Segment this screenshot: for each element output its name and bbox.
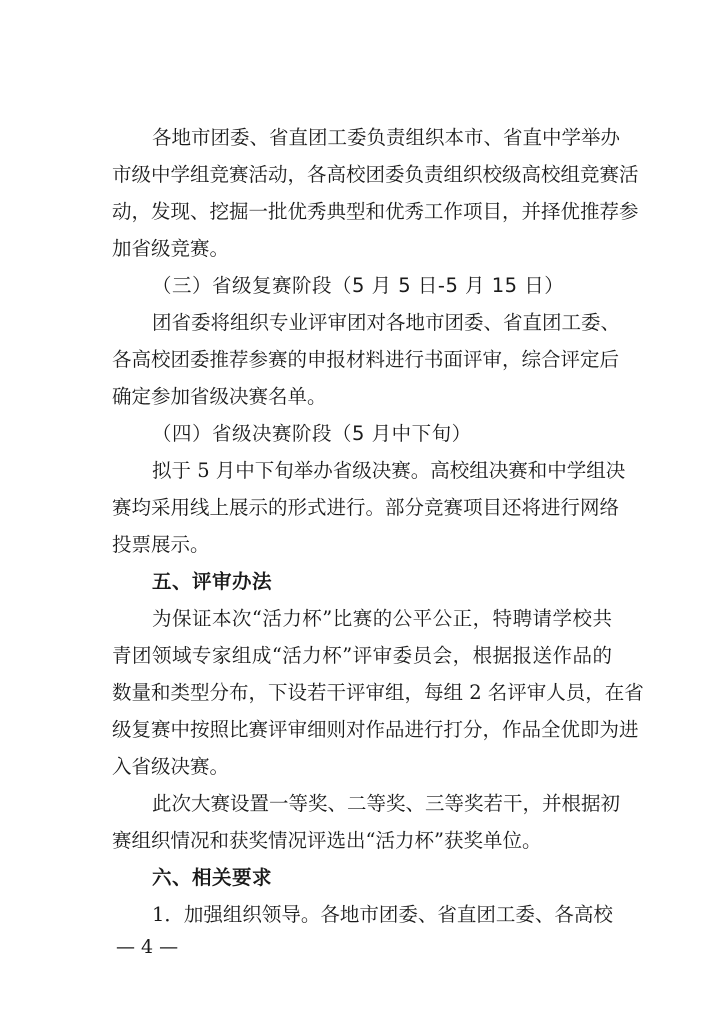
paragraph-line: 青团领域专家组成“活力杯”评审委员会，根据报送作品的 bbox=[112, 644, 612, 667]
paragraph-line: 此次大赛设置一等奖、二等奖、三等奖若干，并根据初 bbox=[152, 792, 621, 815]
paragraph-line: 团省委将组织专业评审团对各地市团委、省直团工委、 bbox=[152, 311, 621, 334]
paragraph-line: 市级中学组竞赛活动，各高校团委负责组织校级高校组竞赛活 bbox=[112, 163, 639, 186]
paragraph-line: 动，发现、挖掘一批优秀典型和优秀工作项目，并择优推荐参 bbox=[112, 200, 639, 223]
paragraph-line: 数量和类型分布，下设若干评审组，每组 2 名评审人员，在省 bbox=[112, 681, 644, 704]
section-heading: 六、相关要求 bbox=[152, 866, 273, 889]
paragraph-line: 为保证本次“活力杯”比赛的公平公正，特聘请学校共 bbox=[152, 607, 612, 630]
paragraph-line: 拟于 5 月中下旬举办省级决赛。高校组决赛和中学组决 bbox=[152, 459, 626, 482]
paragraph-line: 各高校团委推荐参赛的申报材料进行书面评审，综合评定后 bbox=[112, 348, 620, 371]
page-number: — 4 — bbox=[116, 936, 179, 958]
paragraph-line: 1．加强组织领导。各地市团委、省直团工委、各高校 bbox=[152, 903, 613, 926]
paragraph-line: 确定参加省级决赛名单。 bbox=[112, 385, 327, 408]
section-subheading: （三）省级复赛阶段（5 月 5 日-5 月 15 日） bbox=[152, 274, 565, 297]
paragraph-line: 入省级决赛。 bbox=[112, 755, 230, 778]
paragraph-line: 级复赛中按照比赛评审细则对作品进行打分，作品全优即为进 bbox=[112, 718, 639, 741]
paragraph-line: 赛组织情况和获奖情况评选出“活力杯”获奖单位。 bbox=[112, 829, 542, 852]
paragraph-line: 赛均采用线上展示的形式进行。部分竞赛项目还将进行网络 bbox=[112, 496, 620, 519]
section-heading: 五、评审办法 bbox=[152, 570, 273, 593]
paragraph-line: 加省级竞赛。 bbox=[112, 237, 230, 260]
section-subheading: （四）省级决赛阶段（5 月中下旬） bbox=[152, 422, 472, 445]
paragraph-line: 投票展示。 bbox=[112, 533, 210, 556]
paragraph-line: 各地市团委、省直团工委负责组织本市、省直中学举办 bbox=[152, 126, 621, 149]
